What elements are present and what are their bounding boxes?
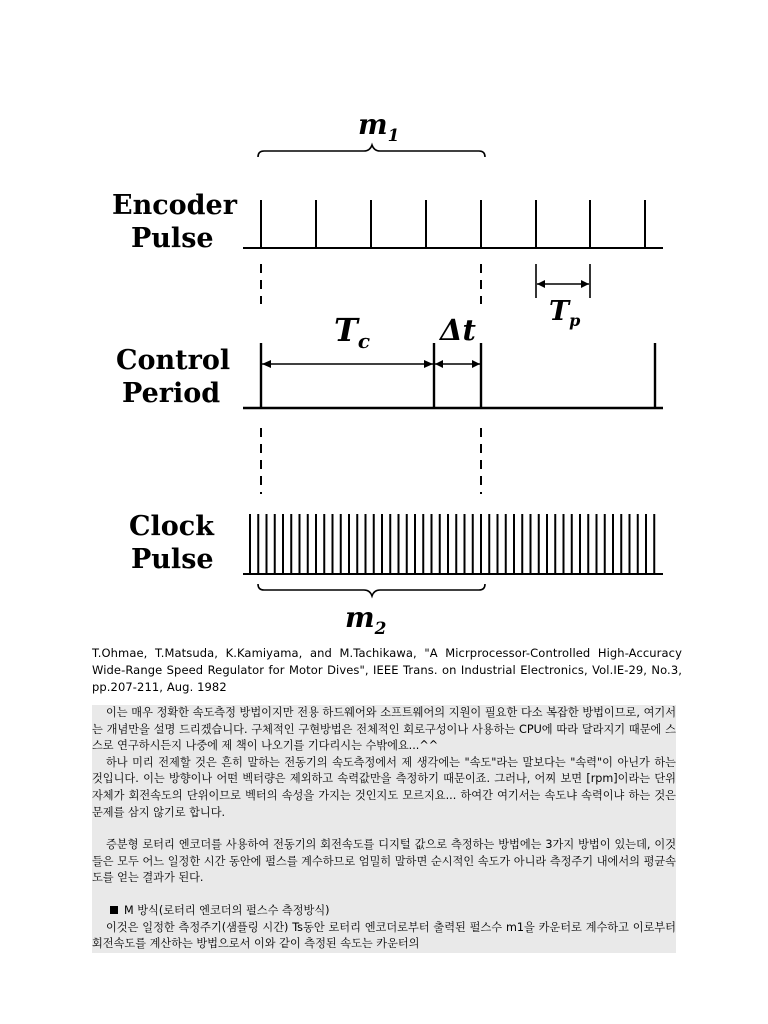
m1-brace	[258, 145, 485, 157]
section-heading	[92, 903, 676, 920]
section-heading-text: M 방식(로터리 엔코더의 펄스수 측정방식)	[124, 903, 330, 917]
encoder-pulse-label-2: Pulse	[131, 223, 214, 254]
encoder-pulse-label: Encoder	[112, 190, 237, 221]
encoder-pulse-train	[243, 200, 663, 248]
m2-brace	[258, 584, 485, 596]
delta-t-label: Δt	[440, 313, 476, 347]
paragraph-1: 이는 매우 정확한 속도측정 방법이지만 전용 하드웨어와 소프트웨어의 지원이 필요한 다소 복잡한 방법이므로, 여기서는 개념만을 설명 드리겠습니다. 구체적인 구현방법은 전체적인 회로구성이나 사용하는 CPU에 따라 달라지기 때문에 스스로 연구하시든지 나중에 제 책이 나오기를 기다리시는 수밖에요...^^	[92, 706, 676, 753]
citation	[92, 645, 682, 696]
m1-label: $m_1$	[358, 108, 400, 146]
control-period-label: Control	[116, 345, 231, 376]
paragraph-4: 이것은 일정한 측정주기(샘플링 시간) Ts동안 로터리 엔코더로부터 출력된 펄스수 m1을 카운터로 계수하고 이로부터 회전속도를 계산하는 방법으로서 이와 같이 측정된 속도는 카운터의	[92, 920, 676, 951]
tc-dimension	[262, 360, 433, 368]
control-period-train	[243, 343, 663, 408]
citation-text: T.Ohmae, T.Matsuda, K.Kamiyama, and M.Tachikawa, "A Micrprocessor-Controlled High-Accuracy Wide-Range Speed Regulator for Motor Dives", IEEE Trans. on Industrial Electronics, Vol.IE-29, No.3, pp.207-211, Aug. 1982	[92, 646, 682, 694]
clock-pulse-label: Clock	[129, 511, 214, 542]
clock-pulse-label-2: Pulse	[131, 544, 214, 575]
paragraph-2: 하나 미리 전제할 것은 흔히 말하는 전동기의 속도측정에서 제 생각에는 "속도"라는 말보다는 "속력"이 아닌가 하는 것입니다. 이는 방향이나 어떤 벡터량은 제외하고 속력값만을 측정하기 때문이죠. 그러나, 어찌 보면 [rpm]이라는 단위 자체가 회전속도의 단위이므로 벡터의 속성을 가지는 것인지도 모르지요... 하여간 여기서는 속도냐 속력이냐 하는 것은 문제를 삼지 않기로 합니다.	[92, 755, 676, 819]
alignment-dashes	[261, 264, 481, 494]
m2-label: $m_2$	[345, 601, 387, 639]
control-period-label-2: Period	[122, 378, 221, 409]
body-text	[92, 705, 676, 953]
clock-pulse-train	[243, 514, 663, 574]
paragraph-3: 증분형 로터리 엔코더를 사용하여 전동기의 회전속도를 디지털 값으로 측정하는 방법에는 3가지 방법이 있는데, 이것들은 모두 어느 일정한 시간 동안에 펄스를 계수하므로 엄밀히 말하면 순시적인 속도가 아니라 측정주기 내에서의 평균속도를 얻는 결과가 된다.	[92, 838, 676, 885]
square-bullet-icon	[110, 906, 118, 914]
tp-dimension	[536, 264, 590, 298]
tc-label: $T_c$	[334, 311, 370, 353]
tp-label: $T_p$	[549, 296, 581, 330]
delta-t-dimension	[435, 360, 480, 368]
